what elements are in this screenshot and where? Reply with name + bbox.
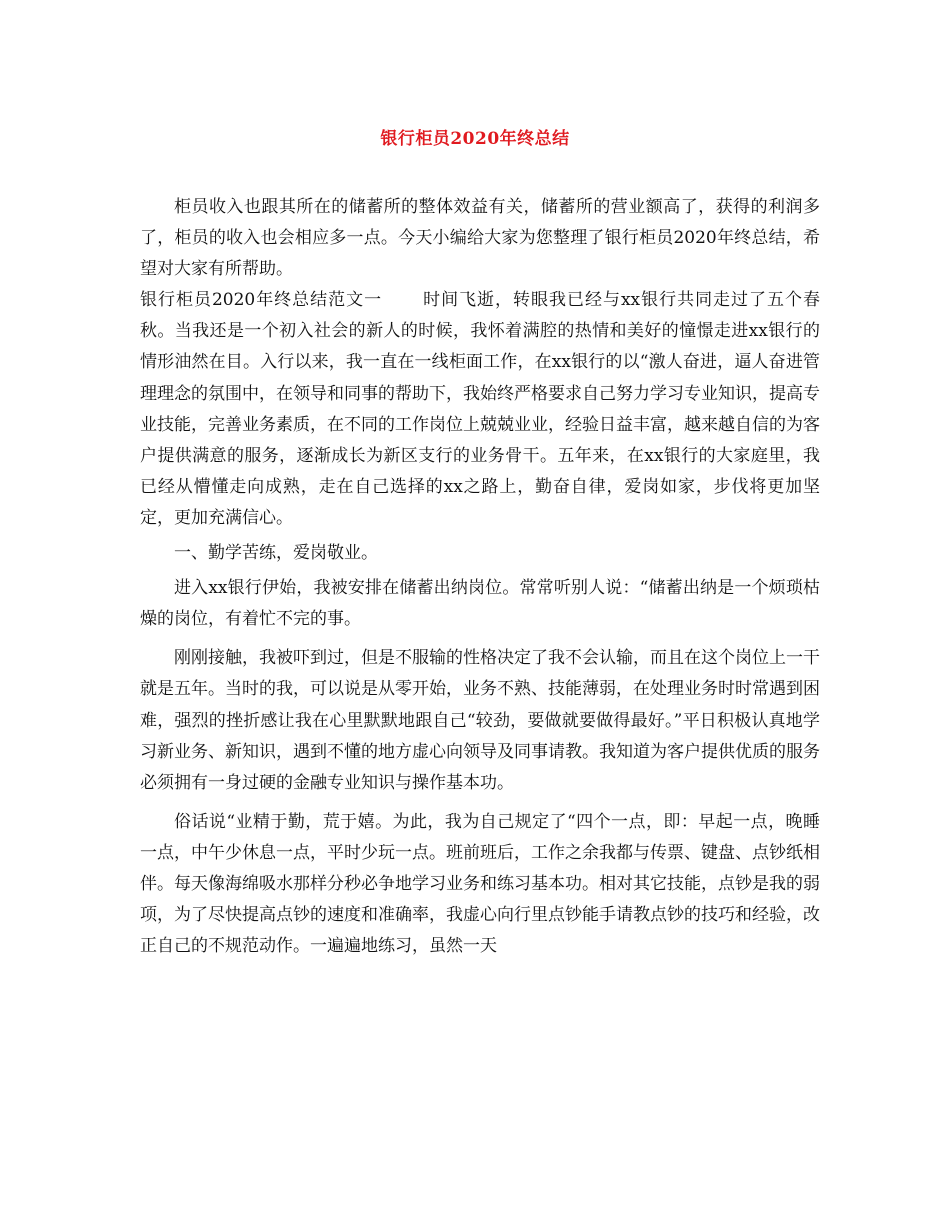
section-heading-1: 一、勤学苦练，爱岗敬业。 (174, 543, 378, 564)
paragraph-2: 刚刚接触，我被吓到过，但是不服输的性格决定了我不会认输，而且在这个岗位上一干就是五年。当时的我，可以说是从零开始，业务不熟、技能薄弱，在处理业务时时常遇到困难，强烈的挫折感让我在心里默默地跟自己“较劲，要做就要做得最好。”平日积极认真地学习新业务、新知识，遇到不懂的地方虚心向领导及同事请教。我知道为客户提供优质的服务必须拥有一身过硬的金融专业知识与操作基本功。 (140, 648, 820, 793)
intro-paragraph: 柜员收入也跟其所在的储蓄所的整体效益有关，储蓄所的营业额高了，获得的利润多了，柜员的收入也会相应多一点。今天小编给大家为您整理了银行柜员2020年终总结，希望对大家有所帮助。 (140, 197, 820, 280)
sample-body: 时间飞逝，转眼我已经与xx银行共同走过了五个春秋。当我还是一个初入社会的新人的时候，我怀着满腔的热情和美好的憧憬走进xx银行的情形油然在目。入行以来，我一直在一线柜面工作，在xx银行的以“激人奋进，逼人奋进管理理念的氛围中，在领导和同事的帮助下，我始终严格要求自己努力学习专业知识，提高专业技能，完善业务素质，在不同的工作岗位上兢兢业业，经验日益丰富，越来越自信的为客户提供满意的服务，逐渐成长为新区支行的业务骨干。五年来，在xx银行的大家庭里，我已经从懵懂走向成熟，走在自己选择的xx之路上，勤奋自律，爱岗如家，步伐将更加坚定，更加充满信心。 (140, 290, 820, 528)
paragraph-1: 进入xx银行伊始，我被安排在储蓄出纳岗位。常常听别人说：“储蓄出纳是一个烦琐枯燥的岗位，有着忙不完的事。 (140, 578, 820, 630)
document-title: 银行柜员2020年终总结 (380, 129, 570, 149)
paragraph-3: 俗话说“业精于勤，荒于嬉。为此，我为自己规定了“四个一点，即：早起一点，晚睡一点，中午少休息一点，平时少玩一点。班前班后，工作之余我都与传票、键盘、点钞纸相伴。每天像海绵吸水那样分秒必争地学习业务和练习基本功。相对其它技能，点钞是我的弱项，为了尽快提高点钞的速度和准确率，我虚心向行里点钞能手请教点钞的技巧和经验，改正自己的不规范动作。一遍遍地练习，虽然一天 (140, 811, 820, 957)
document-body (140, 192, 820, 962)
sample-paragraph (140, 285, 820, 534)
sample-heading: 银行柜员2020年终总结范文一 (140, 290, 383, 311)
